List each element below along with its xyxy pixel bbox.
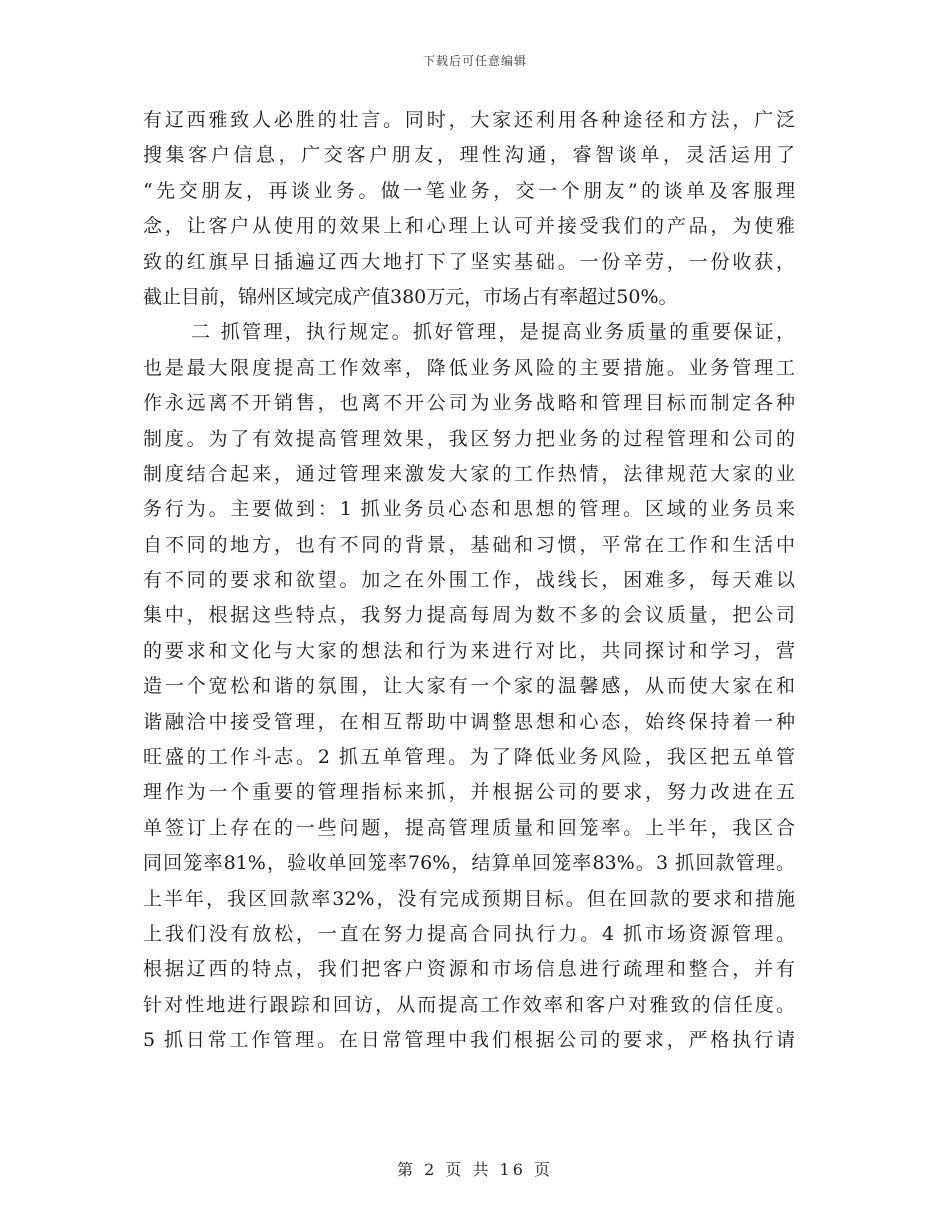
text-line: 旺盛的工作斗志。2 抓五单管理。为了降低业务风险，我区把五单管 xyxy=(143,746,795,769)
page-header: 下载后可任意编辑 xyxy=(422,54,527,68)
text-line: 谐融洽中接受管理，在相互帮助中调整思想和心态，始终保持着一种 xyxy=(143,710,795,733)
paragraph-1 xyxy=(143,103,795,315)
text-line: 务行为。主要做到：1 抓业务员心态和思想的管理。区域的业务员来 xyxy=(143,498,795,521)
text-line: 截止目前，锦州区域完成产值380万元，市场占有率超过50%。 xyxy=(143,285,678,308)
text-line: 有不同的要求和欲望。加之在外围工作，战线长，困难多，每天难以 xyxy=(143,569,795,592)
document-body xyxy=(143,103,795,1059)
text-line: 根据辽西的特点，我们把客户资源和市场信息进行疏理和整合，并有 xyxy=(143,958,795,981)
text-line: 作永远离不开销售，也离不开公司为业务战略和管理目标而制定各种 xyxy=(143,392,795,415)
text-line: 同回笼率81%，验收单回笼率76%，结算单回笼率83%。3 抓回款管理。 xyxy=(143,852,795,875)
text-line: 单签订上存在的一些问题，提高管理质量和回笼率。上半年，我区合 xyxy=(143,816,795,839)
text-line: 上我们没有放松，一直在努力提高合同执行力。4 抓市场资源管理。 xyxy=(143,922,795,945)
text-line: 自不同的地方，也有不同的背景，基础和习惯，平常在工作和生活中 xyxy=(143,533,795,556)
text-line: 上半年，我区回款率32%，没有完成预期目标。但在回款的要求和措施 xyxy=(143,887,795,910)
text-line: 也是最大限度提高工作效率，降低业务风险的主要措施。业务管理工 xyxy=(143,356,795,379)
page-number-footer: 第 2 页 共 16 页 xyxy=(397,1160,553,1179)
text-line: 制度。为了有效提高管理效果，我区努力把业务的过程管理和公司的 xyxy=(143,427,795,450)
text-line: 念，让客户从使用的效果上和心理上认可并接受我们的产品，为使雅 xyxy=(143,215,795,238)
text-line: 致的红旗早日插遍辽西大地打下了坚实基础。一份辛劳，一份收获， xyxy=(143,250,795,273)
text-line: 搜集客户信息，广交客户朋友，理性沟通，睿智谈单，灵活运用了 xyxy=(143,144,795,167)
text-line: 的要求和文化与大家的想法和行为来进行对比，共同探讨和学习，营 xyxy=(143,639,795,662)
text-line: 5 抓日常工作管理。在日常管理中我们根据公司的要求，严格执行请 xyxy=(143,1029,795,1052)
text-line: 制度结合起来，通过管理来激发大家的工作热情，法律规范大家的业 xyxy=(143,462,795,485)
paragraph-2 xyxy=(143,315,795,1058)
text-line: 二 抓管理，执行规定。抓好管理，是提高业务质量的重要保证， xyxy=(191,321,795,344)
text-line: 理作为一个重要的管理指标来抓，并根据公司的要求，努力改进在五 xyxy=(143,781,795,804)
text-line: 集中，根据这些特点，我努力提高每周为数不多的会议质量，把公司 xyxy=(143,604,795,627)
text-line: 造一个宽松和谐的氛围，让大家有一个家的温馨感，从而使大家在和 xyxy=(143,675,795,698)
text-line: 针对性地进行跟踪和回访，从而提高工作效率和客户对雅致的信任度。 xyxy=(143,993,795,1016)
text-line: “先交朋友，再谈业务。做一笔业务，交一个朋友”的谈单及客服理 xyxy=(143,179,795,202)
text-line: 有辽西雅致人必胜的壮言。同时，大家还利用各种途径和方法，广泛 xyxy=(143,109,795,131)
